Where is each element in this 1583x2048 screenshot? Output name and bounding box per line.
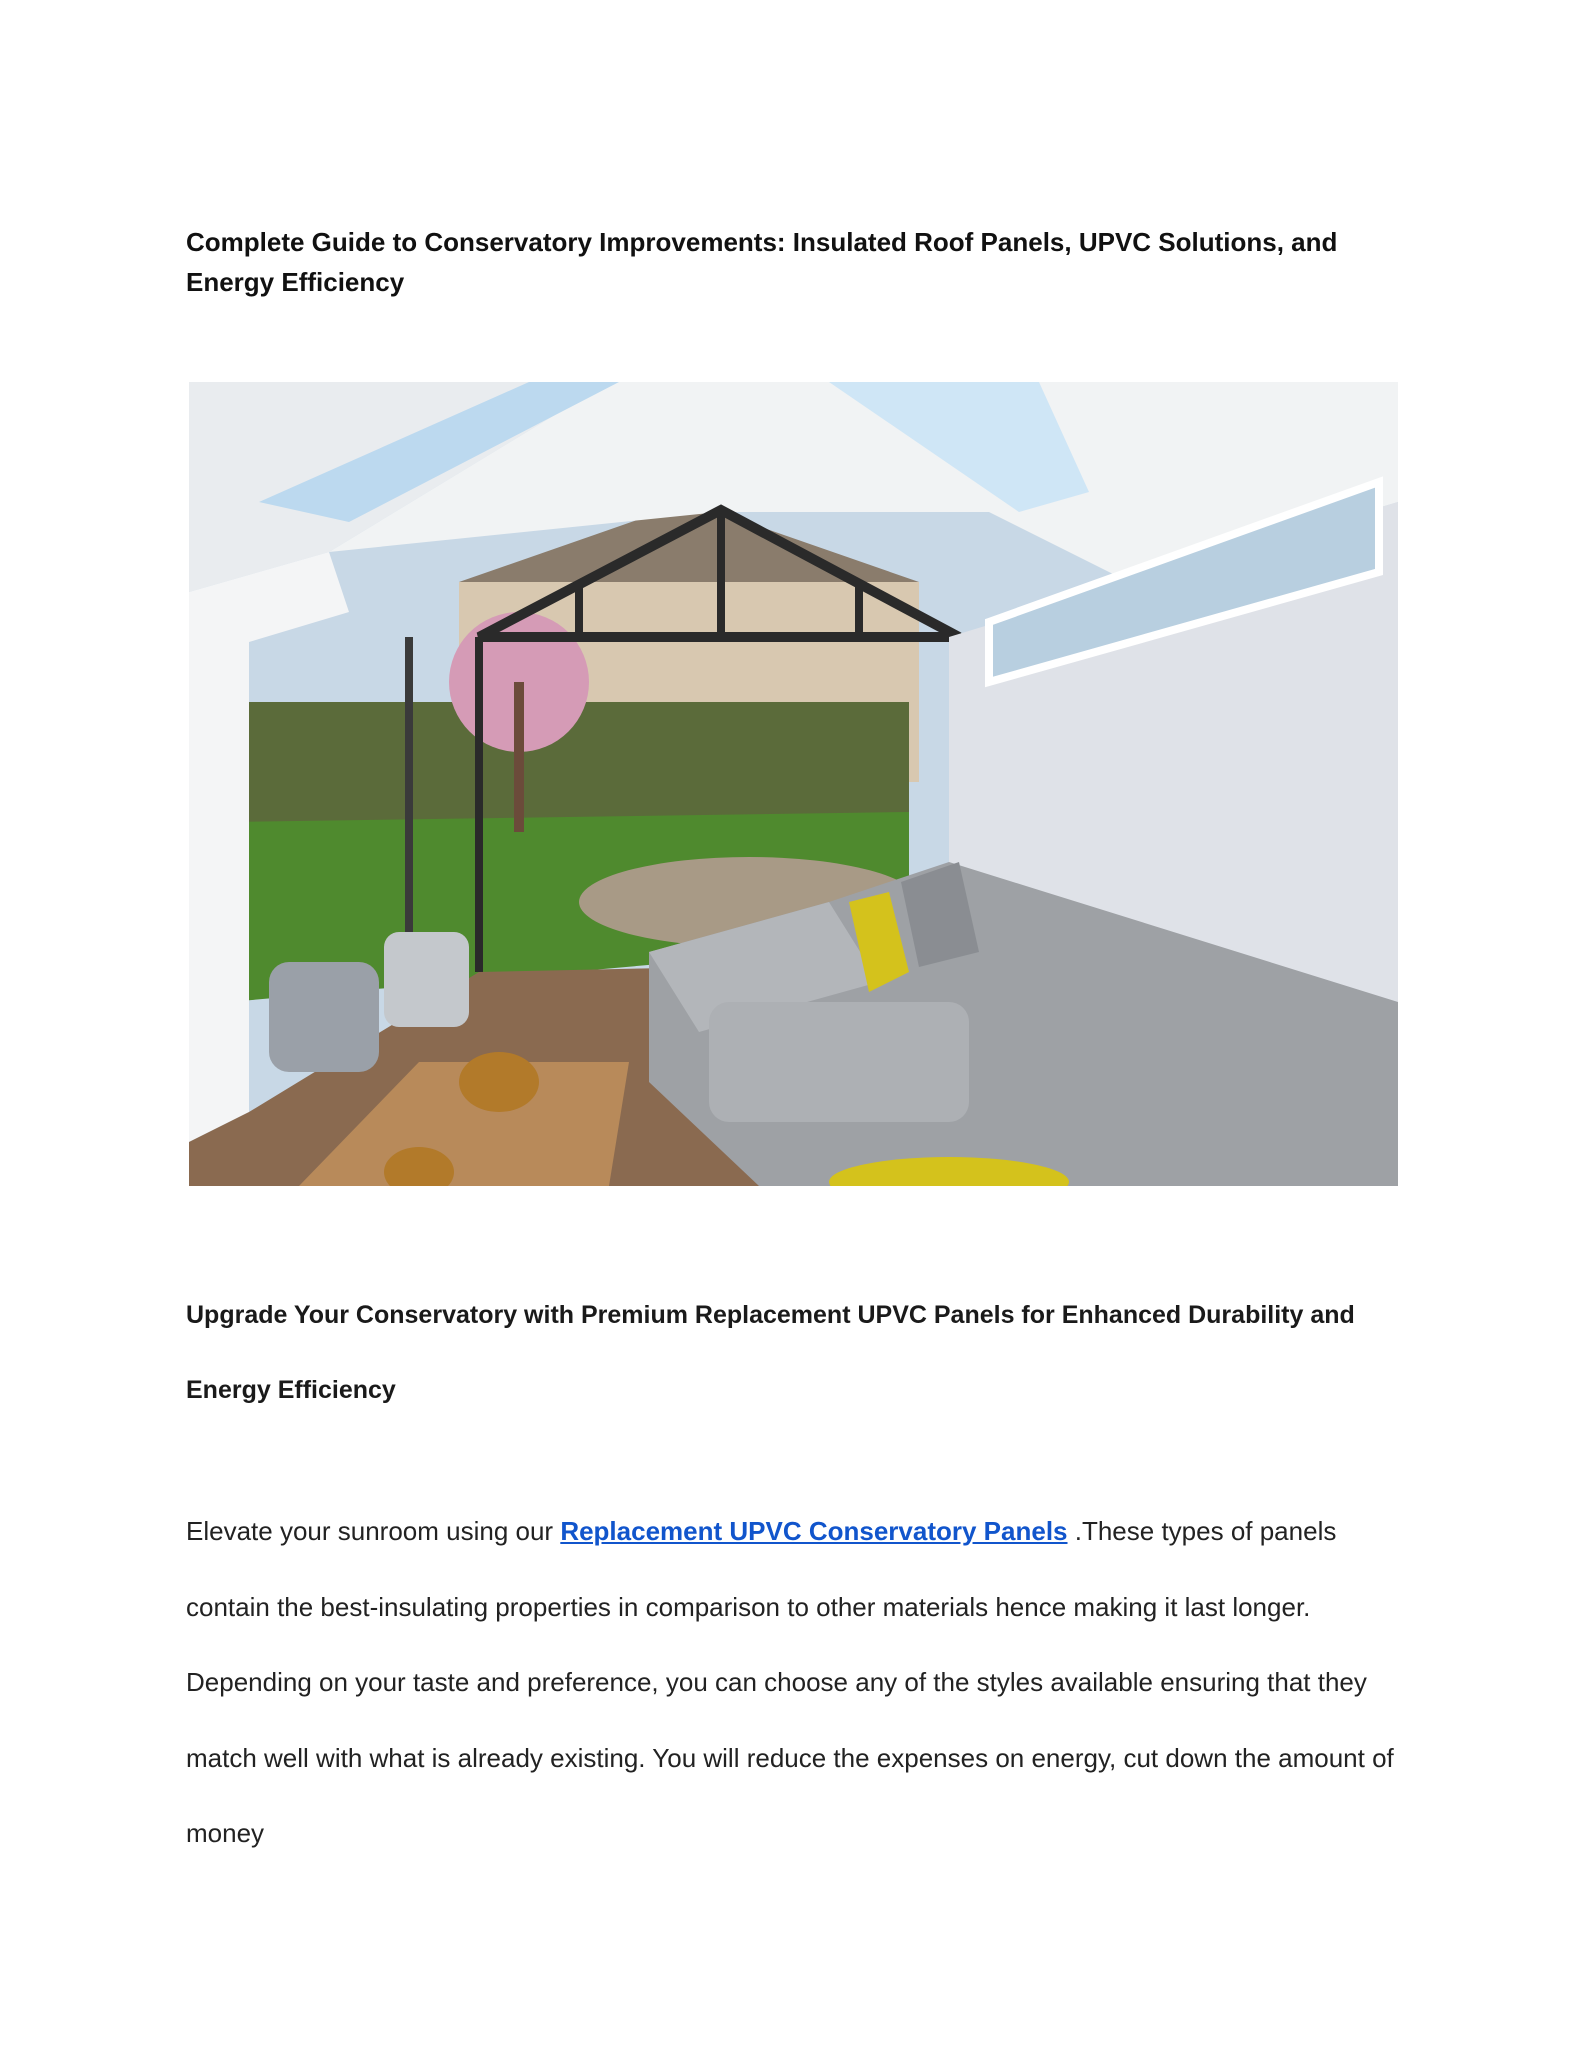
conservatory-photo [189,382,1398,1186]
paragraph-rest: .These types of panels contain the best-insulating properties in comparison to other materials hence making it last longer. Depending on your taste and preference, you can choose any of the styles available ensuring that they match well with what is already existing. You will reduce the expenses on energy, cut down the amount of money [186,1516,1394,1848]
section-heading: Upgrade Your Conservatory with Premium Replacement UPVC Panels for Enhanced Durability and Energy Efficiency [186,1301,1355,1404]
page-title: Complete Guide to Conservatory Improvements: Insulated Roof Panels, UPVC Solutions, and Energy Efficiency [186,227,1338,297]
paragraph-lead: Elevate your sunroom using our [186,1516,561,1546]
replacement-panels-link[interactable]: Replacement UPVC Conservatory Panels [560,1516,1068,1546]
body-paragraph [186,1494,1416,1872]
